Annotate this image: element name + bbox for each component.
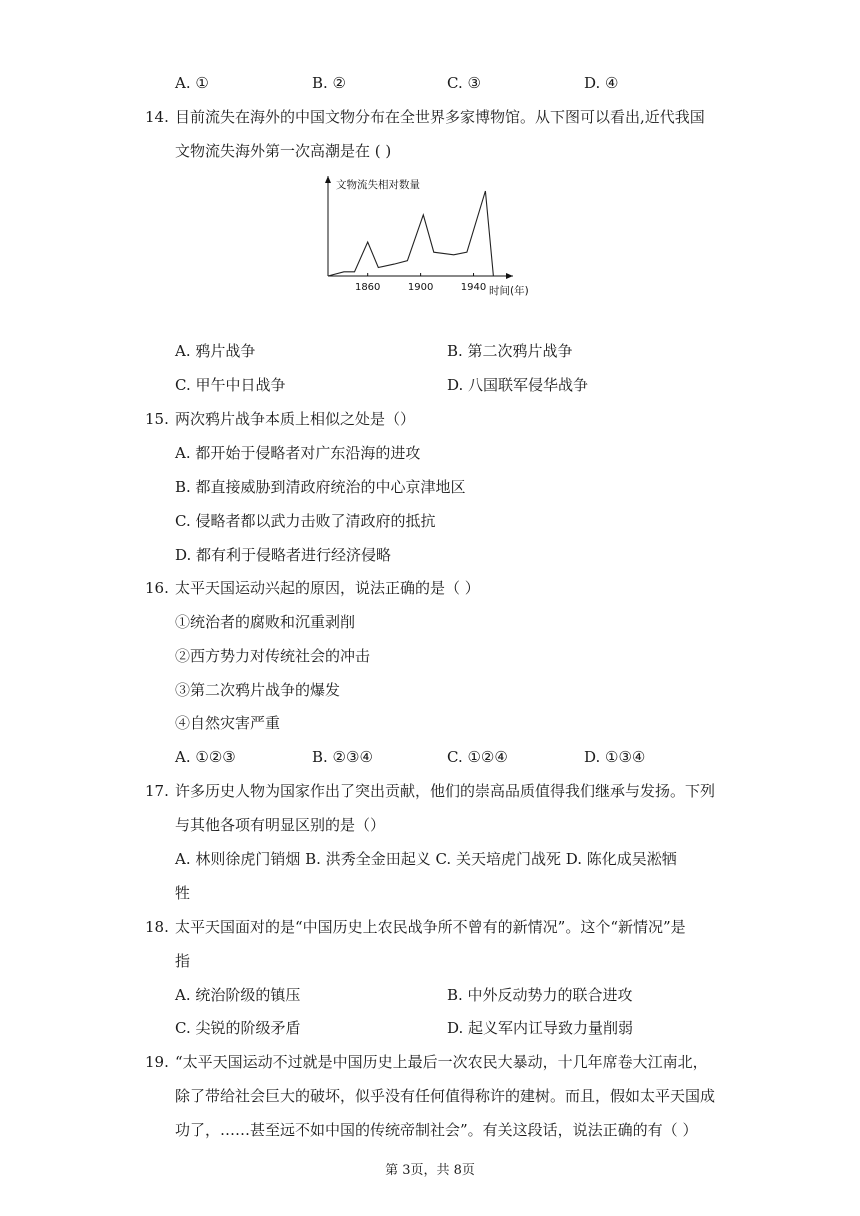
q18-stem-line2: 指	[175, 952, 191, 970]
x-tick-label: 1940	[460, 282, 487, 293]
q14-stem-line1: 目前流失在海外的中国文物分布在全世界多家博物馆。从下图可以看出,近代我国	[175, 108, 705, 126]
q19-number: 19.	[145, 1053, 169, 1071]
q17-stem-line2: 与其他各项有明显区别的是（）	[175, 816, 386, 834]
q19-stem-line2: 除了带给社会巨大的破坏，似乎没有任何值得称许的建树。而且，假如太平天国成	[175, 1087, 716, 1105]
q14-number: 14.	[145, 108, 169, 126]
q15-option-b[interactable]: B. 都直接威胁到清政府统治的中心京津地区	[175, 478, 466, 496]
q16-item-2: ②西方势力对传统社会的冲击	[175, 647, 371, 665]
y-axis-arrow	[325, 176, 331, 183]
q16-option-a[interactable]: A. ①②③	[175, 748, 236, 766]
x-tick-label: 1900	[407, 282, 434, 293]
x-tick-label: 1860	[354, 282, 381, 293]
page-footer: 第 3页，共 8页	[385, 1163, 475, 1178]
q16-option-c[interactable]: C. ①②④	[447, 748, 508, 766]
q15-option-c[interactable]: C. 侵略者都以武力击败了清政府的抵抗	[175, 512, 436, 530]
q17-number: 17.	[145, 782, 169, 800]
q16-option-d[interactable]: D. ①③④	[584, 748, 646, 766]
y-axis-label: 文物流失相对数量	[336, 179, 420, 191]
q14-option-a[interactable]: A. 鸦片战争	[175, 342, 256, 360]
q17-options-wrap: 牲	[175, 884, 191, 902]
series-line	[328, 191, 493, 276]
artifact-loss-chart	[318, 168, 548, 303]
q16-option-b[interactable]: B. ②③④	[312, 748, 373, 766]
x-axis-arrow	[506, 273, 513, 279]
q15-option-a[interactable]: A. 都开始于侵略者对广东沿海的进攻	[175, 444, 421, 462]
q19-stem-line1: “太平天国运动不过就是中国历史上最后一次农民大暴动，十几年席卷大江南北，	[175, 1053, 708, 1071]
chart-series	[328, 191, 493, 276]
q18-option-c[interactable]: C. 尖锐的阶级矛盾	[175, 1019, 301, 1037]
q16-stem: 太平天国运动兴起的原因，说法正确的是（ ）	[175, 579, 480, 597]
q14-stem-line2: 文物流失海外第一次高潮是在 ( )	[175, 142, 392, 160]
q14-option-b[interactable]: B. 第二次鸦片战争	[447, 342, 573, 360]
q13-option-c[interactable]: C. ③	[447, 74, 481, 92]
q18-option-b[interactable]: B. 中外反动势力的联合进攻	[447, 986, 633, 1004]
q15-option-d[interactable]: D. 都有利于侵略者进行经济侵略	[175, 546, 392, 564]
q14-option-c[interactable]: C. 甲午中日战争	[175, 376, 286, 394]
q14-option-d[interactable]: D. 八国联军侵华战争	[447, 376, 589, 394]
q17-stem-line1: 许多历史人物为国家作出了突出贡献，他们的崇高品质值得我们继承与发扬。下列	[175, 782, 716, 800]
x-axis-label: 时间(年)	[489, 285, 529, 297]
q13-option-a[interactable]: A. ①	[175, 74, 209, 92]
q15-number: 15.	[145, 410, 169, 428]
chart-labels	[336, 178, 529, 297]
q18-option-d[interactable]: D. 起义军内讧导致力量削弱	[447, 1019, 634, 1037]
q16-item-1: ①统治者的腐败和沉重剥削	[175, 613, 356, 631]
q17-options-line[interactable]: A. 林则徐虎门销烟 B. 洪秀全金田起义 C. 关天培虎门战死 D. 陈化成吴淞牺	[175, 850, 677, 868]
q13-option-b[interactable]: B. ②	[312, 74, 347, 92]
q18-stem-line1: 太平天国面对的是“中国历史上农民战争所不曾有的新情况”。这个“新情况”是	[175, 918, 686, 936]
q19-stem-line3: 功了，……甚至远不如中国的传统帝制社会”。有关这段话，说法正确的有（ ）	[175, 1121, 698, 1139]
q16-item-4: ④自然灾害严重	[175, 714, 281, 732]
q13-option-d[interactable]: D. ④	[584, 74, 619, 92]
q16-item-3: ③第二次鸦片战争的爆发	[175, 681, 341, 699]
q18-option-a[interactable]: A. 统治阶级的镇压	[175, 986, 301, 1004]
q15-stem: 两次鸦片战争本质上相似之处是（）	[175, 410, 416, 428]
q18-number: 18.	[145, 918, 169, 936]
q16-number: 16.	[145, 579, 169, 597]
